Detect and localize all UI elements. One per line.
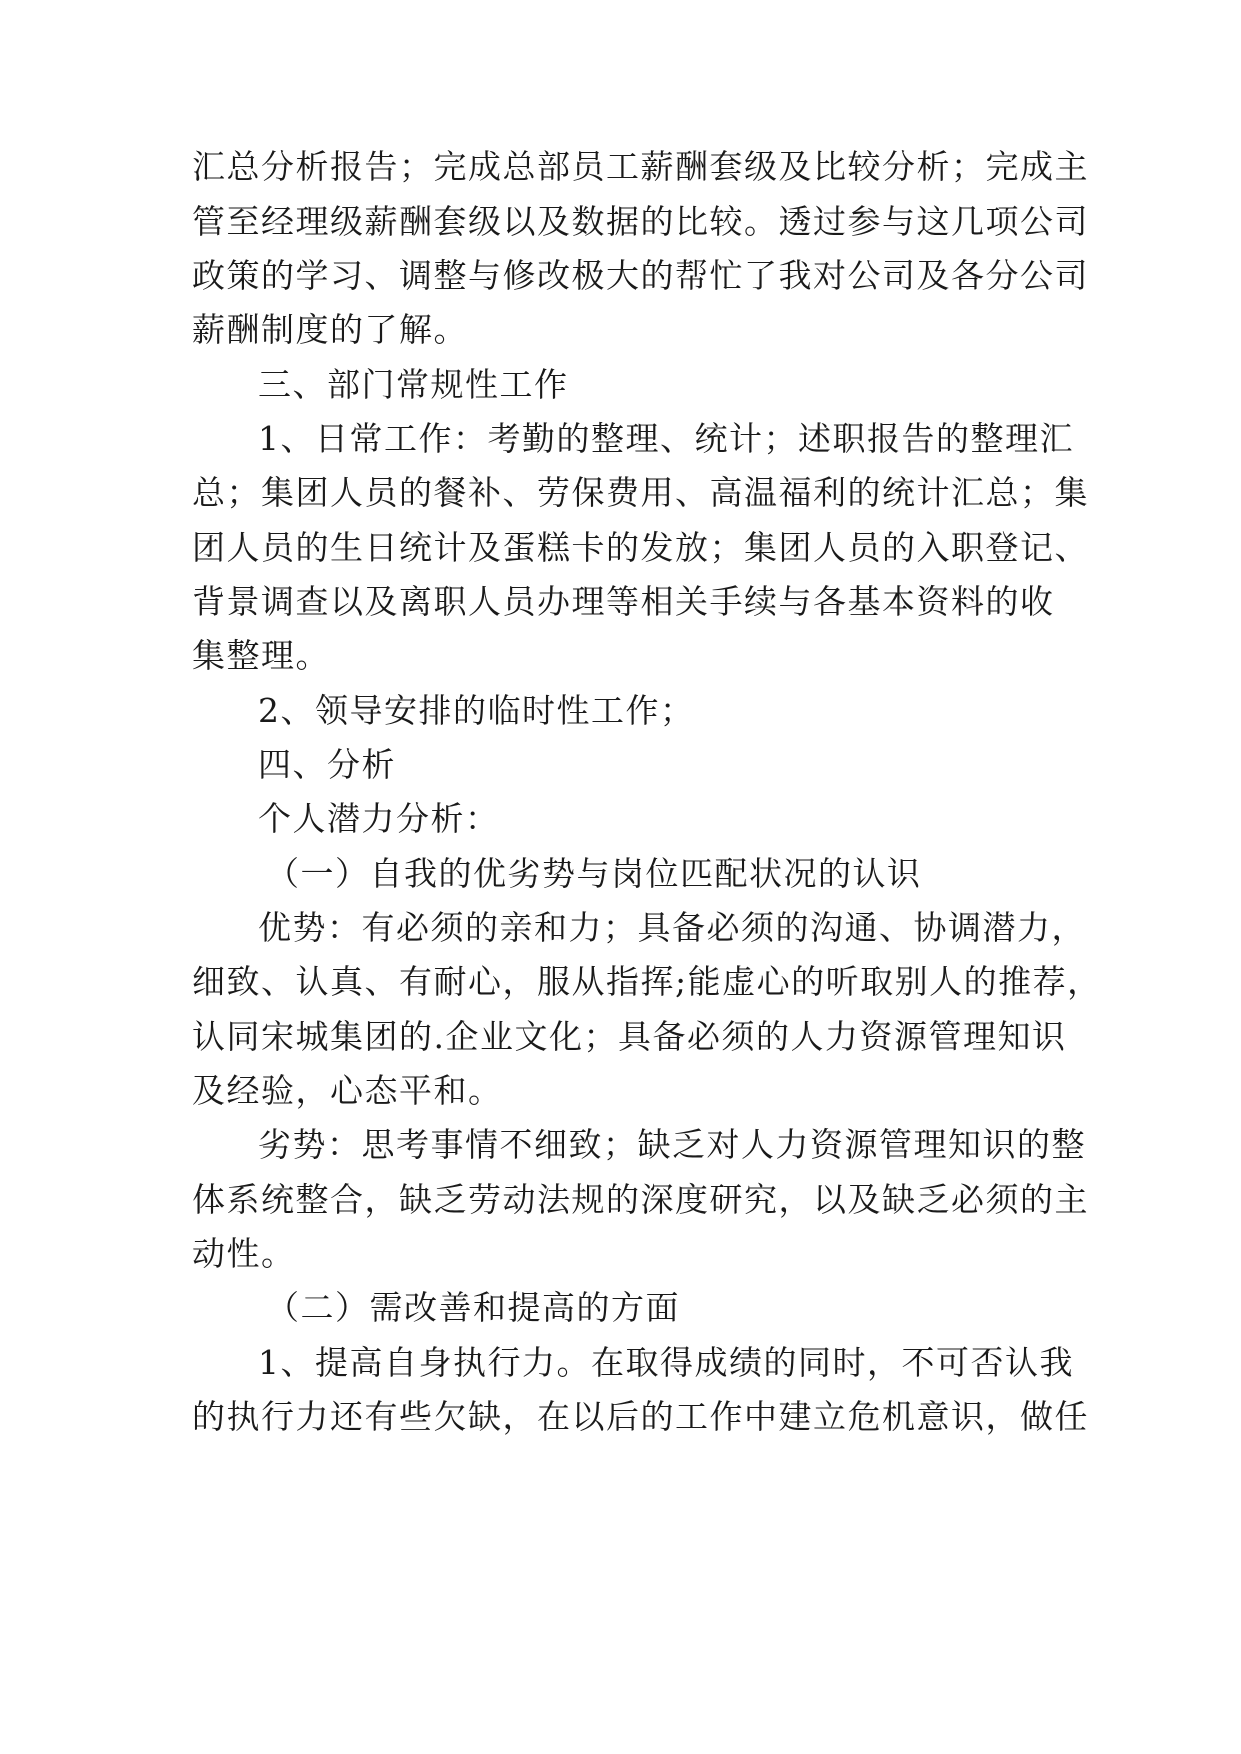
body-text-line: 汇总分析报告；完成总部员工薪酬套级及比较分析；完成主 [192,147,1089,186]
body-text-line: 政策的学习、调整与修改极大的帮忙了我对公司及各分公司 [192,256,1089,295]
body-text-line: 认同宋城集团的.企业文化；具备必须的人力资源管理知识 [192,1017,1067,1056]
body-text-line: 细致、认真、有耐心，服从指挥;能虚心的听取别人的推荐， [192,962,1102,1001]
subsection-heading: 个人潜力分析： [258,799,500,838]
body-text-line: 2、领导安排的临时性工作； [258,691,695,730]
subsection-heading: （一）自我的优劣势与岗位匹配状况的认识 [266,854,922,893]
body-text-line: 劣势：思考事情不细致；缺乏对人力资源管理知识的整 [258,1125,1086,1164]
section-heading: 三、部门常规性工作 [258,365,569,404]
body-text-line: 的执行力还有些欠缺，在以后的工作中建立危机意识，做任 [192,1397,1089,1436]
subsection-heading: （二）需改善和提高的方面 [266,1288,680,1327]
body-text-line: 总；集团人员的餐补、劳保费用、高温福利的统计汇总；集 [192,473,1089,512]
body-text-line: 1、日常工作：考勤的整理、统计；述职报告的整理汇 [258,419,1074,458]
body-text-line: 动性。 [192,1234,296,1273]
body-text-line: 体系统整合，缺乏劳动法规的深度研究，以及缺乏必须的主 [192,1180,1089,1219]
body-text-line: 优势：有必须的亲和力；具备必须的沟通、协调潜力， [258,908,1086,947]
body-text-line: 背景调查以及离职人员办理等相关手续与各基本资料的收 [192,582,1055,621]
body-text-line: 集整理。 [192,636,330,675]
body-text-line: 薪酬制度的了解。 [192,310,468,349]
section-heading: 四、分析 [258,745,396,784]
body-text-line: 1、提高自身执行力。在取得成绩的同时，不可否认我 [258,1343,1074,1382]
body-text-line: 及经验，心态平和。 [192,1071,503,1110]
body-text-line: 管至经理级薪酬套级以及数据的比较。透过参与这几项公司 [192,202,1089,241]
body-text-line: 团人员的生日统计及蛋糕卡的发放；集团人员的入职登记、 [192,528,1089,567]
